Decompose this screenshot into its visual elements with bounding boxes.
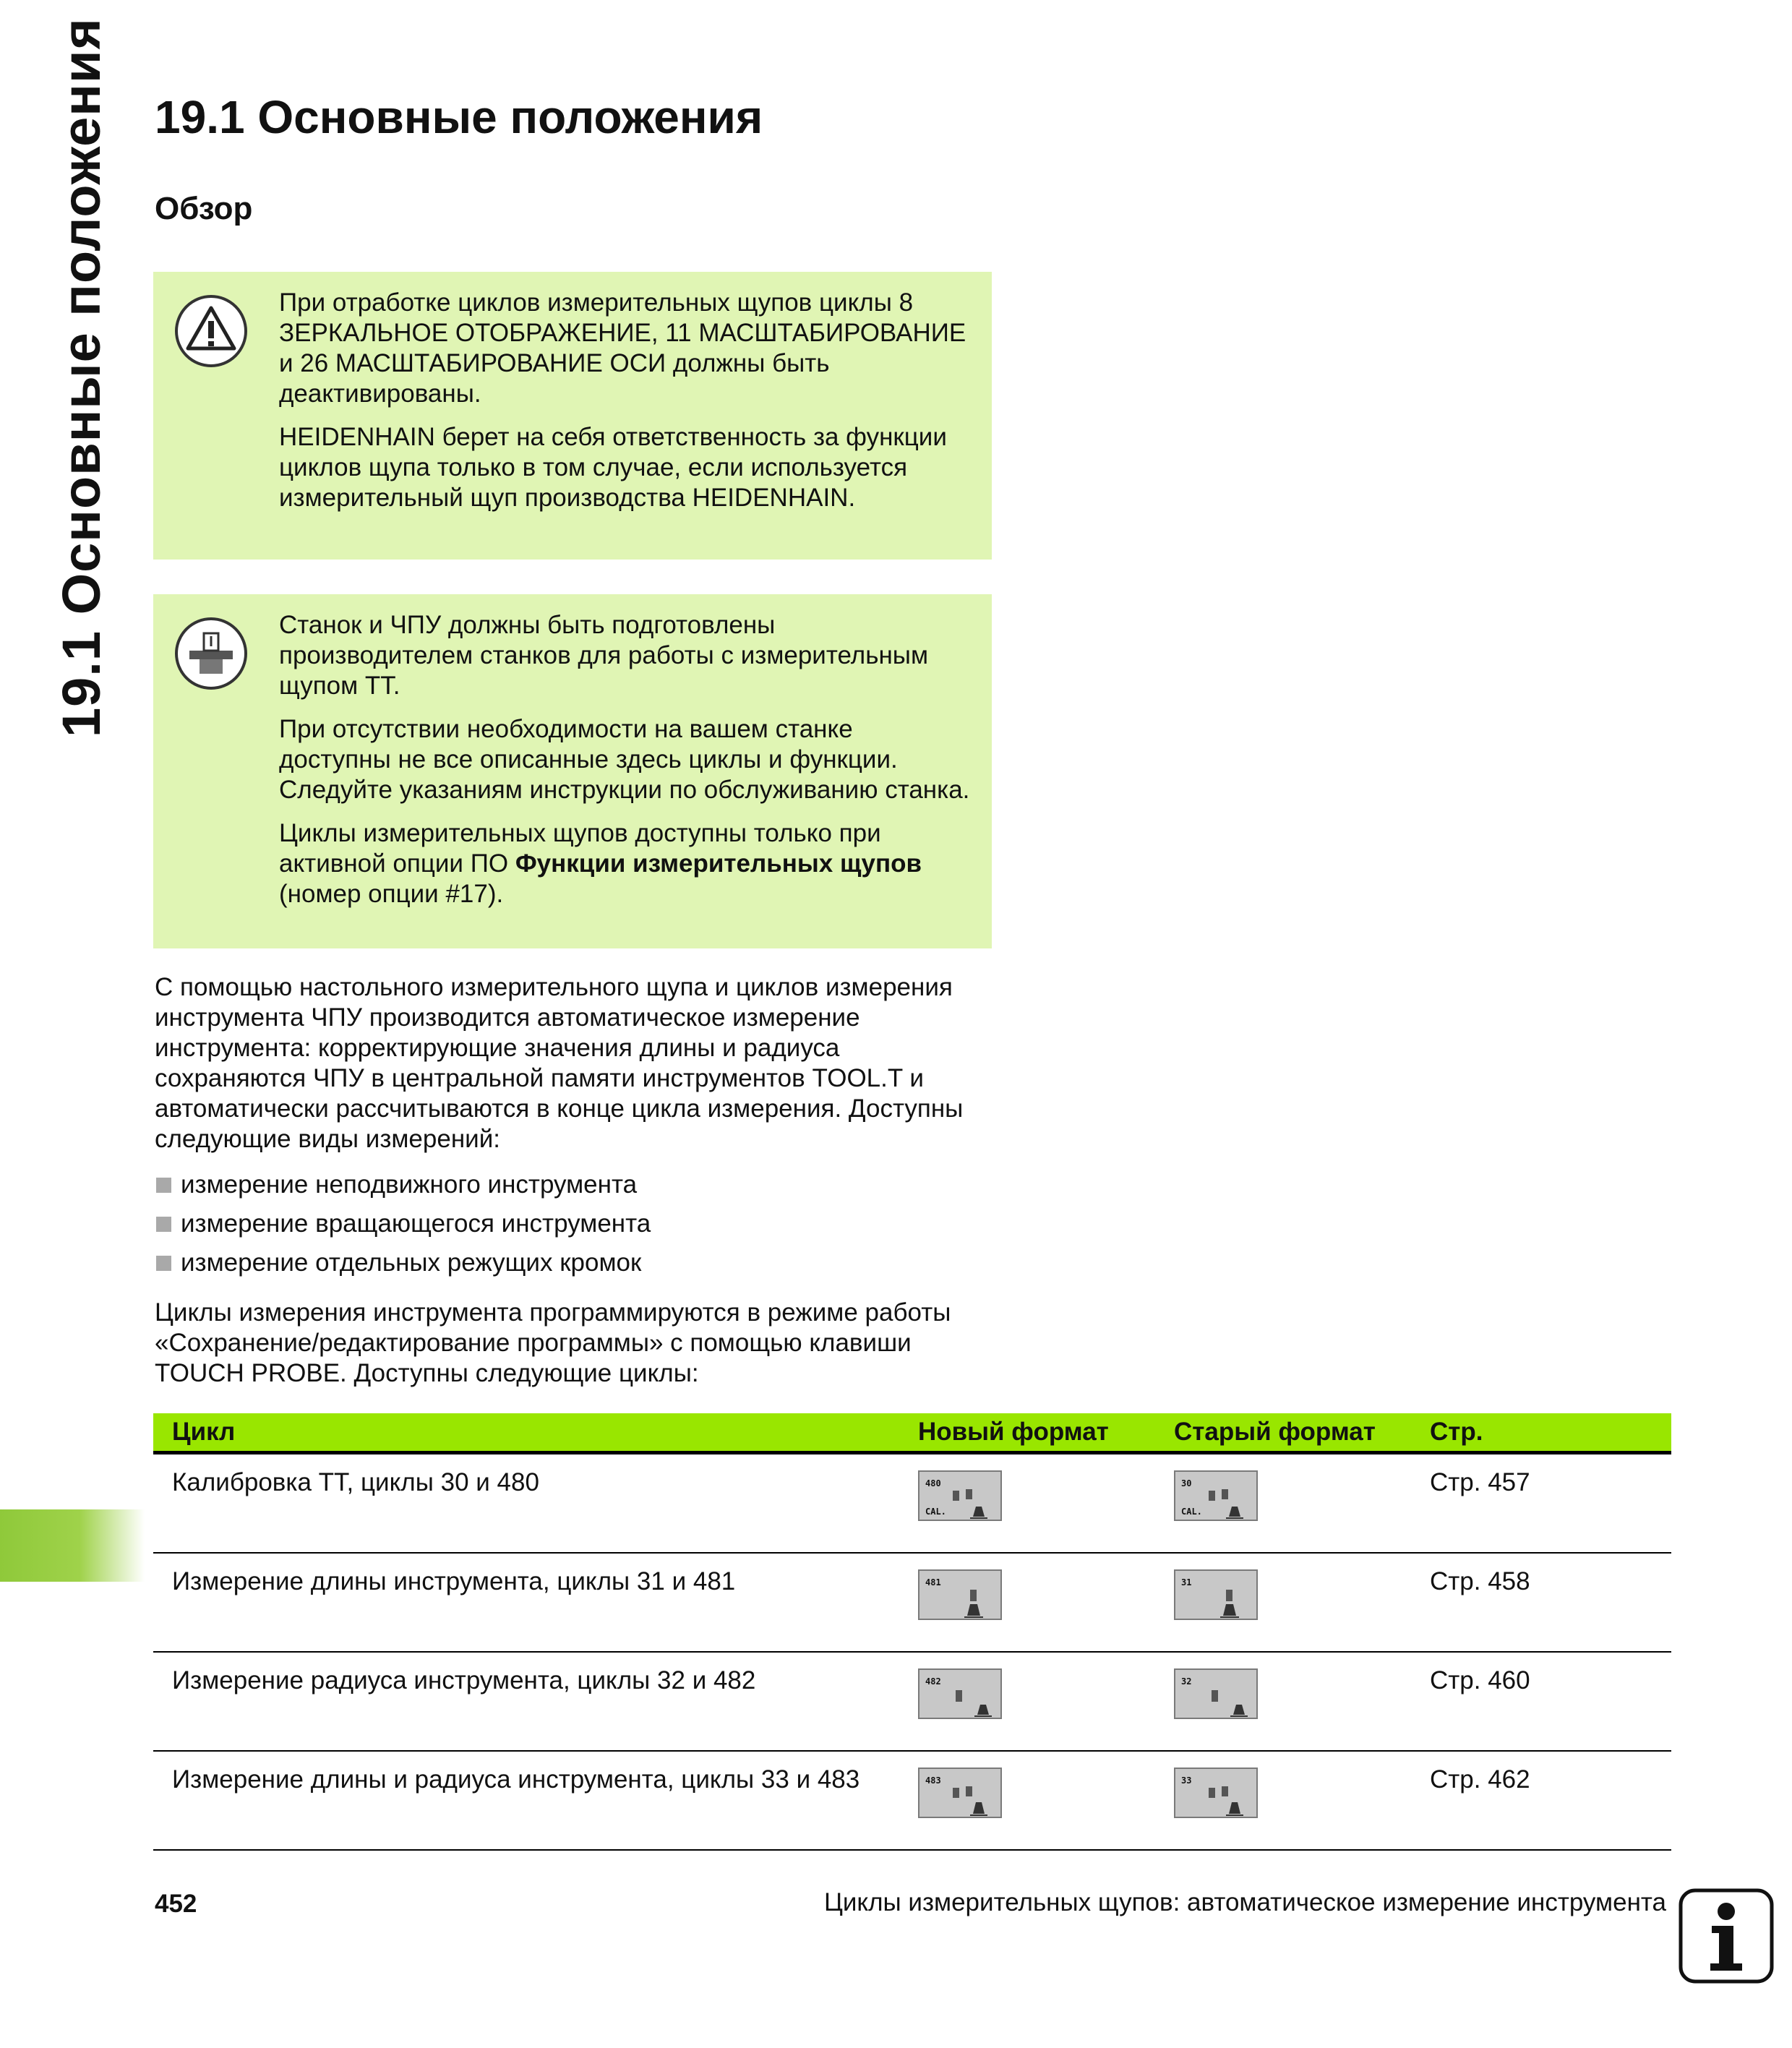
header-new-format: Новый формат [918, 1418, 1109, 1446]
machine-note-text-3: Циклы измерительных щупов доступны только при активной опции ПО Функции измерительных щупов (номер опции #17). [279, 819, 922, 908]
section-title: Обзор [155, 191, 253, 226]
measurement-types-list [155, 1170, 651, 1287]
list-item: измерение неподвижного инструмента [155, 1170, 651, 1209]
machine-note-text-2: При отсутствии необходимости на вашем станке доступны не все описанные здесь циклы и функции. Следуйте указаниям инструкции по обслуживанию станка. [279, 715, 970, 804]
table-row [153, 1752, 1671, 1851]
cycles-table [153, 1413, 1671, 1851]
cycle-name: Калибровка TT, циклы 30 и 480 [172, 1468, 539, 1496]
bullet-square-icon [156, 1178, 171, 1193]
warning-triangle-icon [173, 294, 249, 369]
page-ref[interactable]: Стр. 457 [1430, 1468, 1530, 1496]
intro-paragraph: С помощью настольного измерительного щупа и циклов измерения инструмента ЧПУ производится автоматическое измерение инструмента: корректирующие значения длины и радиуса сохраняются ЧПУ в центральной памяти инструментов TOOL.T и автоматически рассчитываются в конце цикла измерения. Доступны следующие виды измерений: [155, 973, 964, 1153]
softkey-32-icon[interactable]: 32 [1174, 1668, 1258, 1719]
softkey-30-icon[interactable]: 30 CAL. [1174, 1470, 1258, 1521]
cycle-name: Измерение длины и радиуса инструмента, циклы 33 и 483 [172, 1765, 860, 1794]
softkey-483-icon[interactable]: 483 [918, 1768, 1002, 1818]
cycles-paragraph: Циклы измерения инструмента программируются в режиме работы «Сохранение/редактирование программы» с помощью клавиши TOUCH PROBE. Доступны следующие циклы: [155, 1298, 951, 1387]
page-number: 452 [155, 1890, 197, 1918]
softkey-33-icon[interactable]: 33 [1174, 1768, 1258, 1818]
page-ref[interactable]: Стр. 458 [1430, 1567, 1530, 1595]
list-item: измерение вращающегося инструмента [155, 1209, 651, 1248]
page-title: 19.1 Основные положения [155, 91, 763, 143]
softkey-31-icon[interactable]: 31 [1174, 1569, 1258, 1620]
header-old-format: Старый формат [1174, 1418, 1376, 1446]
chapter-tab-marker [0, 1509, 145, 1582]
warning-note-text-1: При отработке циклов измерительных щупов циклы 8 ЗЕРКАЛЬНОЕ ОТОБРАЖЕНИЕ, 11 МАСШТАБИРОВАНИЕ и 26 МАСШТАБИРОВАНИЕ ОСИ должны быть деактивированы. [279, 288, 966, 408]
machine-note [153, 594, 992, 948]
bullet-square-icon [156, 1217, 171, 1232]
list-item: измерение отдельных режущих кромок [155, 1248, 651, 1287]
page-ref[interactable]: Стр. 460 [1430, 1666, 1530, 1694]
cycle-name: Измерение радиуса инструмента, циклы 32 и 482 [172, 1666, 756, 1694]
bullet-square-icon [156, 1256, 171, 1271]
option-name: Функции измерительных щупов [515, 849, 922, 878]
cycle-name: Измерение длины инструмента, циклы 31 и 481 [172, 1567, 736, 1595]
softkey-482-icon[interactable]: 482 [918, 1668, 1002, 1719]
machine-note-text-1: Станок и ЧПУ должны быть подготовлены производителем станков для работы с измерительным щупом TT. [279, 611, 929, 700]
warning-note-text-2: HEIDENHAIN берет на себя ответственность за функции циклов щупа только в том случае, если используется измерительный щуп производства HEIDENHAIN. [279, 423, 947, 512]
softkey-480-icon[interactable]: 480 CAL. [918, 1470, 1002, 1521]
table-row [153, 1454, 1671, 1554]
footer-chapter-title: Циклы измерительных щупов: автоматическое измерение инструмента [823, 1888, 1666, 1916]
table-header [153, 1413, 1671, 1454]
softkey-481-icon[interactable]: 481 [918, 1569, 1002, 1620]
warning-note [153, 272, 992, 560]
header-page: Стр. [1430, 1418, 1483, 1446]
table-row [153, 1653, 1671, 1752]
machine-probe-icon [173, 616, 249, 691]
header-cycle: Цикл [172, 1418, 236, 1446]
page-ref[interactable]: Стр. 462 [1430, 1765, 1530, 1794]
table-row [153, 1554, 1671, 1653]
info-icon[interactable] [1679, 1888, 1774, 1984]
side-chapter-title: 19.1 Основные положения [51, 17, 111, 737]
